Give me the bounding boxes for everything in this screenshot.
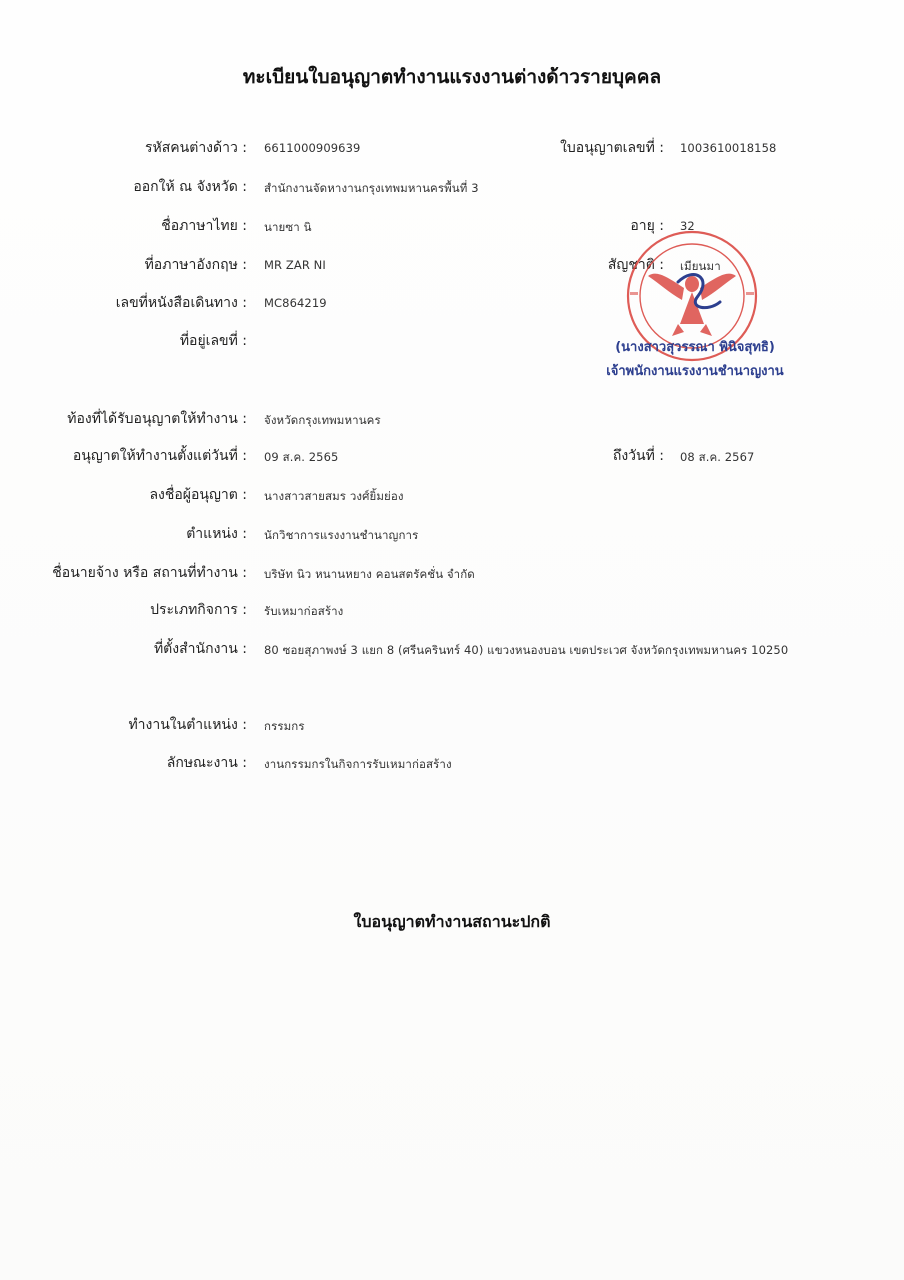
work-area-row xyxy=(0,408,247,430)
from-date-label: อนุญาตให้ทำงานตั้งแต่วันที่ : xyxy=(72,448,247,464)
passport-value: MC864219 xyxy=(264,296,327,310)
business-type-value: รับเหมาก่อสร้าง xyxy=(264,604,344,618)
age-row xyxy=(0,215,664,237)
job-position-row xyxy=(0,714,247,736)
address-label: ที่อยู่เลขที่ : xyxy=(179,333,247,349)
alien-id-value: 6611000909639 xyxy=(264,141,361,155)
work-area-label: ท้องที่ได้รับอนุญาตให้ทำงาน : xyxy=(67,411,247,427)
job-position-label: ทำงานในตำแหน่ง : xyxy=(128,717,247,733)
issued-at-value: สำนักงานจัดหางานกรุงเทพมหานครพื้นที่ 3 xyxy=(264,181,479,195)
age-value: 32 xyxy=(680,219,695,233)
employer-label: ชื่อนายจ้าง หรือ สถานที่ทำงาน : xyxy=(52,565,247,581)
nationality-value: เมียนมา xyxy=(680,259,721,273)
office-value: 80 ซอยสุภาพงษ์ 3 แยก 8 (ศรีนครินทร์ 40) แขวงหนองบอน เขตประเวศ จังหวัดกรุงเทพมหานคร 10250 xyxy=(264,643,789,657)
position-label: ตำแหน่ง : xyxy=(186,526,247,542)
address-row xyxy=(0,330,247,352)
position-value: นักวิชาการแรงงานชำนาญการ xyxy=(264,528,419,542)
from-date-value: 09 ส.ค. 2565 xyxy=(264,450,339,464)
job-nature-row xyxy=(0,752,247,774)
permit-no-label: ใบอนุญาตเลขที่ : xyxy=(560,140,664,156)
passport-label: เลขที่หนังสือเดินทาง : xyxy=(115,295,247,311)
work-area-value: จังหวัดกรุงเทพมหานคร xyxy=(264,413,381,427)
permit-no-row xyxy=(0,137,664,159)
office-label: ที่ตั้งสำนักงาน : xyxy=(153,641,247,657)
office-row xyxy=(0,638,247,660)
business-type-label: ประเภทกิจการ : xyxy=(150,602,247,618)
employer-value: บริษัท นิว หนานหยาง คอนสตรัคชั่น จำกัด xyxy=(264,567,475,581)
business-type-row xyxy=(0,599,247,621)
to-date-value: 08 ส.ค. 2567 xyxy=(680,450,755,464)
authorizer-value: นางสาวสายสมร วงศ์ยิ้มย่อง xyxy=(264,489,404,503)
english-name-value: MR ZAR NI xyxy=(264,258,326,272)
signer-title: เจ้าพนักงานแรงงานชำนาญงาน xyxy=(606,364,784,379)
authorizer-label: ลงชื่อผู้อนุญาต : xyxy=(149,487,247,503)
issued-at-label: ออกให้ ณ จังหวัด : xyxy=(133,179,247,195)
nationality-row xyxy=(0,254,664,276)
passport-row xyxy=(0,292,247,314)
employer-row xyxy=(0,562,247,584)
issued-at-row xyxy=(0,176,247,198)
age-label: อายุ : xyxy=(630,218,664,234)
authorizer-row xyxy=(0,484,247,506)
thai-name-label: ชื่อภาษาไทย : xyxy=(161,218,247,234)
job-nature-value: งานกรรมกรในกิจการรับเหมาก่อสร้าง xyxy=(264,757,452,771)
signer-name: (นางสาวสุวรรณา พินิจสุทธิ) xyxy=(615,340,775,355)
thai-name-value: นายซา นิ xyxy=(264,220,312,234)
position-row xyxy=(0,523,247,545)
nationality-label: สัญชาติ : xyxy=(607,257,664,273)
status-title: ใบอนุญาตทำงานสถานะปกติ xyxy=(353,912,551,931)
job-nature-label: ลักษณะงาน : xyxy=(166,755,247,771)
job-position-value: กรรมกร xyxy=(264,719,305,733)
document-title: ทะเบียนใบอนุญาตทำงานแรงงานต่างด้าวรายบุคคล xyxy=(242,66,662,88)
to-date-row xyxy=(0,445,664,467)
to-date-label: ถึงวันที่ : xyxy=(612,448,664,464)
english-name-label: ที่อภาษาอังกฤษ : xyxy=(144,257,247,273)
alien-id-label: รหัสคนต่างด้าว : xyxy=(145,140,247,156)
permit-no-value: 1003610018158 xyxy=(680,141,777,155)
